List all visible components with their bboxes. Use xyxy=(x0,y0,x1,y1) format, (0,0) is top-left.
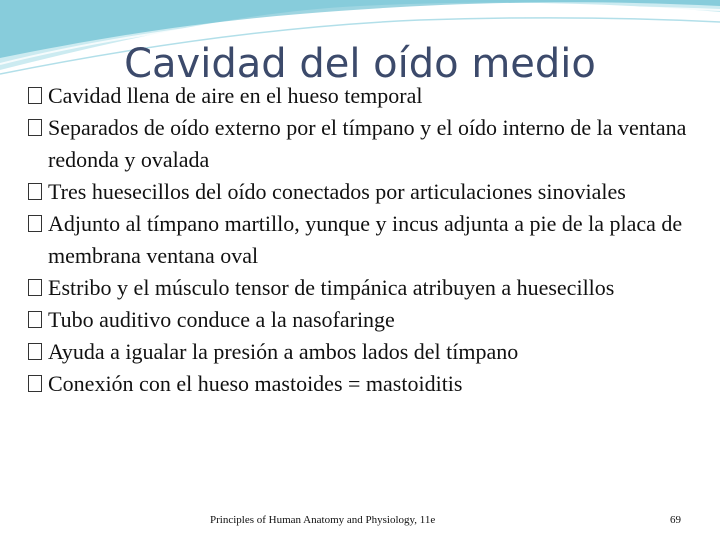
bullet-item xyxy=(28,80,712,112)
bullet-text: Tubo auditivo conduce a la nasofaringe xyxy=(48,307,395,332)
missing-glyph-icon xyxy=(28,279,42,296)
missing-glyph-icon xyxy=(28,119,42,136)
bullet-item xyxy=(28,208,712,272)
missing-glyph-icon xyxy=(28,311,42,328)
bullet-list xyxy=(28,80,712,400)
footer-citation: Principles of Human Anatomy and Physiology, 11e xyxy=(210,514,436,526)
missing-glyph-icon xyxy=(28,343,42,360)
missing-glyph-icon xyxy=(28,87,42,104)
bullet-text: Estribo y el músculo tensor de timpánica atribuyen a huesecillos xyxy=(48,275,615,300)
bullet-item xyxy=(28,336,712,368)
slide-title: Cavidad del oído medio xyxy=(124,41,596,87)
bullet-text: Cavidad llena de aire en el hueso temporal xyxy=(48,83,423,108)
bullet-item xyxy=(28,304,712,336)
missing-glyph-icon xyxy=(28,375,42,392)
missing-glyph-icon xyxy=(28,215,42,232)
page-number: 69 xyxy=(670,514,681,526)
bullet-item xyxy=(28,368,712,400)
bullet-text: Tres huesecillos del oído conectados por articulaciones sinoviales xyxy=(48,179,626,204)
bullet-text: Separados de oído externo por el tímpano y el oído interno de la ventana redonda y ovalada xyxy=(48,115,687,172)
bullet-item xyxy=(28,112,712,176)
bullet-text: Adjunto al tímpano martillo, yunque y incus adjunta a pie de la placa de membrana ventana oval xyxy=(48,211,683,268)
bullet-item xyxy=(28,272,712,304)
bullet-item xyxy=(28,176,712,208)
missing-glyph-icon xyxy=(28,183,42,200)
bullet-text: Conexión con el hueso mastoides = mastoiditis xyxy=(48,371,463,396)
bullet-text: Ayuda a igualar la presión a ambos lados del tímpano xyxy=(48,339,519,364)
